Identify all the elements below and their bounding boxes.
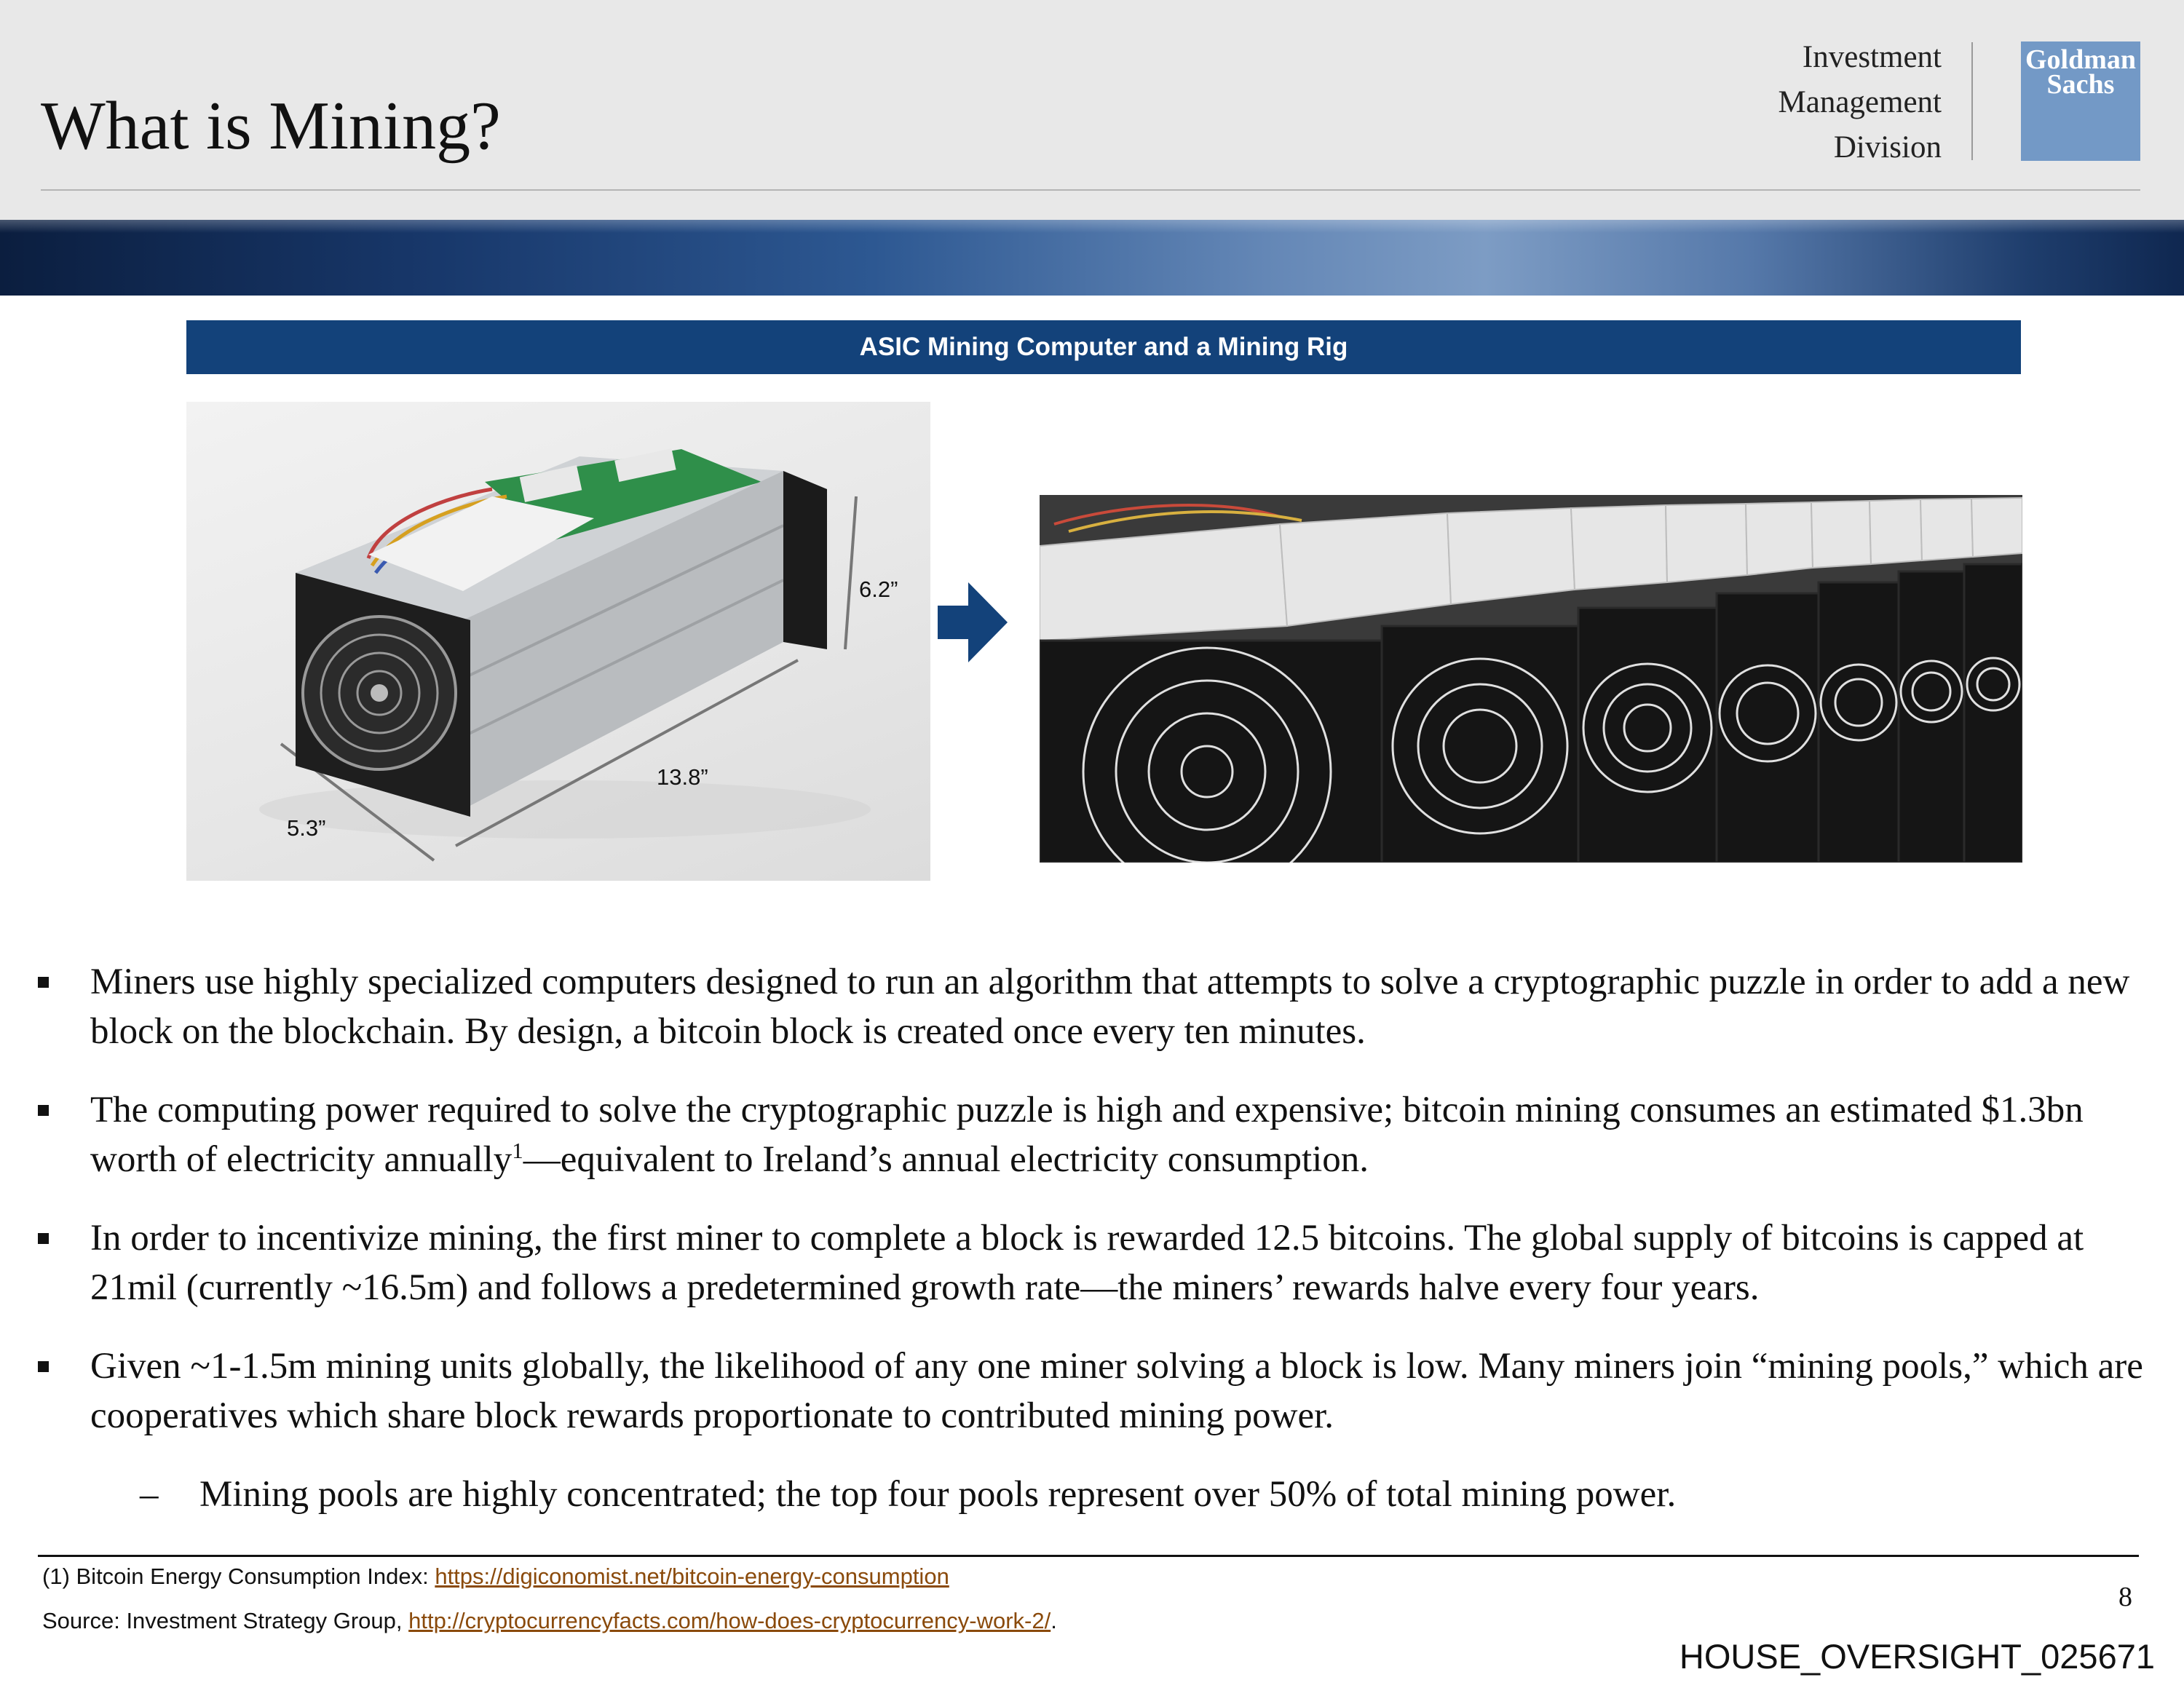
bullet-text: Miners use highly specialized computers designed to run an algorithm that attempts to solve a cryptographic puzzle in order to add a new block on the blockchain. By design, a bitcoin block is created once every ten minutes.: [90, 962, 2130, 1052]
footnote-1: (1) Bitcoin Energy Consumption Index: https://digiconomist.net/bitcoin-energy-consumption: [42, 1564, 949, 1589]
header-gradient-band: [0, 220, 2184, 296]
source-note: Source: Investment Strategy Group, http://cryptocurrencyfacts.com/how-does-cryptocurrency-work-2/.: [42, 1608, 1057, 1633]
bullet-text: The computing power required to solve the cryptographic puzzle is high and expensive; bitcoin mining consumes an estimated $1.3bn worth of electricity annually: [90, 1090, 2084, 1180]
bullet-marker: [38, 977, 49, 988]
bullet-marker: [38, 1361, 49, 1372]
length-dimension-label: 13.8”: [657, 764, 708, 790]
header-divider: [1971, 42, 1973, 160]
division-label: [1779, 35, 1942, 170]
asic-miner-photo: [186, 402, 930, 881]
page-number: 8: [2118, 1582, 2132, 1612]
bullet-text: In order to incentivize mining, the first miner to complete a block is rewarded 12.5 bitcoins. The global supply of bitcoins is capped at 21mil (currently ~16.5m) and follows a predetermined growth rate—the miners’ rewards halve every four years.: [90, 1218, 2084, 1308]
footnote-reference: 1: [512, 1138, 523, 1163]
bullet-item: [38, 1213, 2149, 1312]
mining-rig-photo: [1040, 495, 2022, 863]
sub-bullet-item: [38, 1470, 2149, 1519]
arrow-right-icon: [938, 582, 1008, 662]
header-rule: [41, 189, 2140, 191]
bullet-item: [38, 1342, 2149, 1441]
footer-rule: [38, 1555, 2139, 1557]
division-line: Management: [1778, 85, 1942, 119]
sub-bullet-text: Mining pools are highly concentrated; the top four pools represent over 50% of total mining power.: [199, 1474, 1677, 1515]
division-line: Investment: [1802, 40, 1942, 74]
goldman-sachs-logo: Goldman Sachs: [2021, 41, 2140, 161]
source-link[interactable]: http://cryptocurrencyfacts.com/how-does-cryptocurrency-work-2/: [408, 1608, 1051, 1633]
sub-bullet-dash: –: [140, 1474, 159, 1515]
bullet-item: [38, 957, 2149, 1056]
bullet-marker: [38, 1105, 49, 1116]
bullet-text: —equivalent to Ireland’s annual electricity consumption.: [523, 1139, 1369, 1180]
exhibit-title: ASIC Mining Computer and a Mining Rig: [186, 320, 2021, 374]
bullet-marker: [38, 1233, 49, 1244]
bullet-list: [38, 957, 2149, 1519]
bullet-item: [38, 1085, 2149, 1184]
division-line: Division: [1833, 130, 1942, 165]
page-title: What is Mining?: [41, 88, 501, 164]
slide-header: [0, 0, 2184, 220]
footnote-1-link[interactable]: https://digiconomist.net/bitcoin-energy-consumption: [435, 1564, 949, 1589]
bullet-text: Given ~1-1.5m mining units globally, the likelihood of any one miner solving a block is low. Many miners join “mining pools,” which are cooperatives which share block rewards proportionate to contributed mining power.: [90, 1346, 2143, 1436]
mining-rig-illustration: [1040, 495, 2022, 863]
asic-miner-illustration: [186, 402, 930, 881]
document-id: HOUSE_OVERSIGHT_025671: [1679, 1637, 2155, 1676]
width-dimension-label: 5.3”: [287, 815, 326, 841]
height-dimension-label: 6.2”: [859, 576, 898, 602]
